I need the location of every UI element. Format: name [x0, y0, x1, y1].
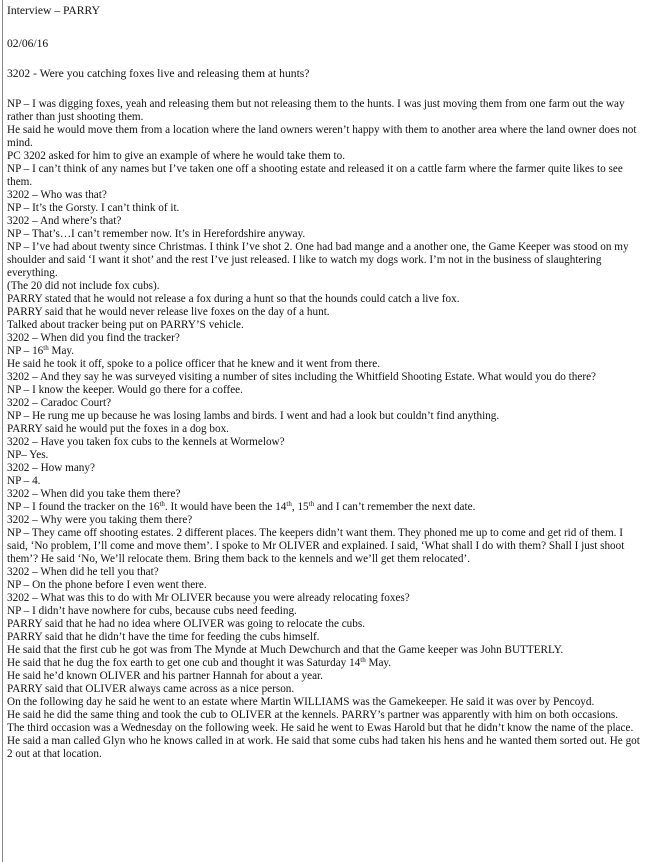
- transcript-line: 3202 – Have you taken fox cubs to the kennels at Wormelow?: [7, 436, 285, 448]
- transcript-line: PARRY said that he had no idea where OLIVER was going to relocate the cubs.: [7, 618, 366, 630]
- transcript-line: NP – I can’t think of any names but I’ve taken one off a shooting estate and released it on a cattle farm where the farmer quite likes to see them.: [7, 163, 623, 188]
- transcript-line: He said he took it off, spoke to a police officer that he knew and it went from there.: [7, 358, 381, 370]
- transcript-line: 3202 – How many?: [7, 462, 95, 474]
- transcript-line: NP – I know the keeper. Would go there for a coffee.: [7, 384, 243, 396]
- transcript-line: He said he would move them from a location where the land owners weren’t happy with them to another area where the land owner does not mind.: [7, 124, 637, 149]
- transcript-line: 3202 – And where’s that?: [7, 215, 122, 227]
- transcript-line: NP – That’s…I can’t remember now. It’s in Herefordshire anyway.: [7, 228, 306, 240]
- transcript-line: NP – I was digging foxes, yeah and releasing them but not releasing them to the hunts. I was just moving them from one farm out the way rather than just shooting them.: [7, 98, 625, 123]
- transcript-line: The third occasion was a Wednesday on the following week. He said he went to Ewas Harold but that he didn’t know the name of the place. He said a man called Glyn who he knows called in at work. He said that some cubs had taken his hens and he wanted them sorted out. He got 2 out at that location.: [7, 722, 640, 760]
- transcript-line: 3202 – Who was that?: [7, 189, 107, 201]
- transcript-line: NP – He rung me up because he was losing lambs and birds. I went and had a look but couldn’t find anything.: [7, 410, 500, 422]
- transcript-line: 3202 – And they say he was surveyed visiting a number of sites including the Whitfield Shooting Estate. What would you do there?: [7, 371, 597, 383]
- transcript-line: PARRY stated that he would not release a fox during a hunt so that the hounds could catch a live fox.: [7, 293, 460, 305]
- transcript-line: NP – It’s the Gorsty. I can’t think of it.: [7, 202, 180, 214]
- transcript-line: NP– Yes.: [7, 449, 49, 461]
- transcript-line: PARRY said he would put the foxes in a dog box.: [7, 423, 229, 435]
- transcript-line: NP – They came off shooting estates. 2 different places. The keepers didn’t want them. They phoned me up to come and get rid of them. I said, ‘No problem, I’ll come and move them’. I spoke to Mr OLIVER and explained. I said, ‘What shall I do with them? Shall I just shoot them’? He said ‘No, We’ll relocate them. Bring them back to the kennels and we’ll get them relocated’.: [7, 527, 625, 565]
- transcript-line: He said he’d known OLIVER and his partner Hannah for about a year.: [7, 670, 323, 682]
- transcript-line: PARRY said that he didn’t have the time for feeding the cubs himself.: [7, 631, 320, 643]
- transcript-line: He said that he dug the fox earth to get one cub and thought it was Saturday 14th May.: [7, 656, 392, 669]
- transcript-line: NP – I found the tracker on the 16th. It would have been the 14th, 15th and I can’t remember the next date.: [7, 500, 476, 513]
- transcript-line: NP – I’ve had about twenty since Christmas. I think I’ve shot 2. One had bad mange and a another one, the Game Keeper was stood on my shoulder and said ‘I want it shot’ and the rest I’ve just released. I like to watch my dogs work. I’m not in the business of slaughtering everything.: [7, 241, 629, 279]
- transcript-line: He said he did the same thing and took the cub to OLIVER at the kennels. PARRY’s partner was apparently with him on both occasions.: [7, 709, 619, 721]
- transcript-line: NP – 4.: [7, 475, 41, 487]
- transcript-line: 3202 – When did he tell you that?: [7, 566, 159, 578]
- first-question: 3202 - Were you catching foxes live and releasing them at hunts?: [7, 67, 310, 80]
- transcript-line: 3202 – When did you find the tracker?: [7, 332, 180, 344]
- transcript-line: 3202 – Caradoc Court?: [7, 397, 112, 409]
- transcript-body: [7, 98, 640, 761]
- transcript-line: He said that the first cub he got was from The Mynde at Much Dewchurch and that the Game keeper was John BUTTERLY.: [7, 644, 564, 656]
- transcript-line: PC 3202 asked for him to give an example of where he would take them to.: [7, 150, 346, 162]
- transcript-line: NP – I didn’t have nowhere for cubs, because cubs need feeding.: [7, 605, 297, 617]
- transcript-line: Talked about tracker being put on PARRY’S vehicle.: [7, 319, 244, 331]
- transcript-line: 3202 – Why were you taking them there?: [7, 514, 193, 526]
- transcript-line: (The 20 did not include fox cubs).: [7, 280, 160, 292]
- interview-date: 02/06/16: [7, 37, 49, 50]
- transcript-line: 3202 – When did you take them there?: [7, 488, 181, 500]
- page-edge-line: [2, 0, 3, 862]
- transcript-line: PARRY said that he would never release live foxes on the day of a hunt.: [7, 306, 330, 318]
- document-title: Interview – PARRY: [7, 4, 100, 17]
- transcript-line: NP – 16th May.: [7, 344, 75, 357]
- transcript-line: NP – On the phone before I even went there.: [7, 579, 207, 591]
- transcript-line: On the following day he said he went to an estate where Martin WILLIAMS was the Gamekeeper. He said it was over by Pencoyd.: [7, 696, 595, 708]
- transcript-line: PARRY said that OLIVER always came across as a nice person.: [7, 683, 295, 695]
- transcript-line: 3202 – What was this to do with Mr OLIVER because you were already relocating foxes?: [7, 592, 410, 604]
